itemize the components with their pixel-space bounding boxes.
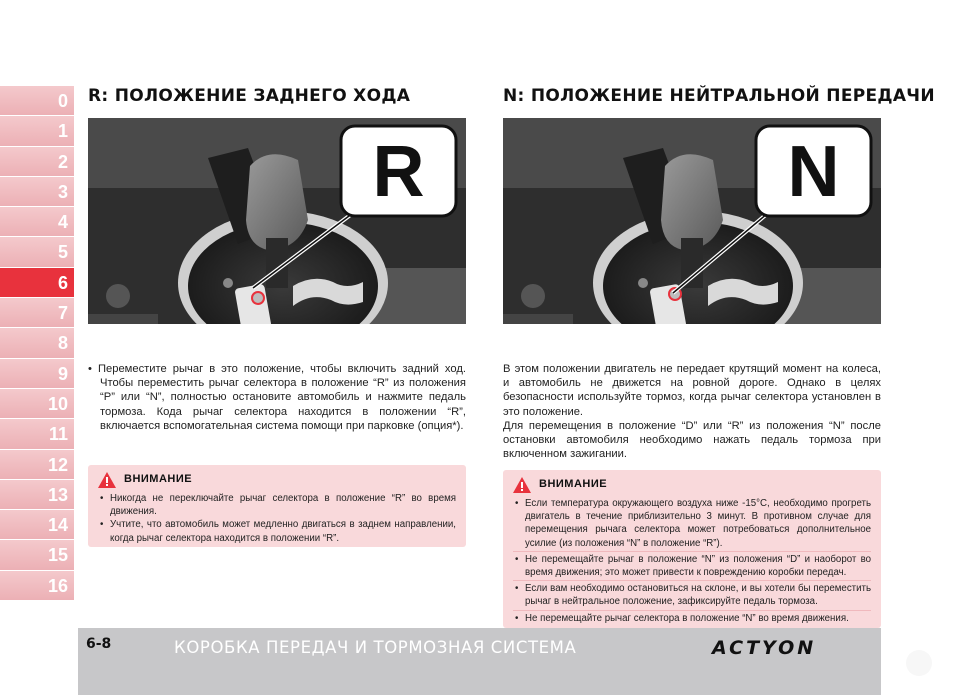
neutral-description-para2: Для перемещения в положение “D” или “R” из положения “N” после остановки автомобиля необходимо нажать педаль тормоза при включенном зажигании. (503, 419, 881, 461)
chapter-tab-7[interactable]: 7 (0, 298, 74, 328)
callout-letter-r: R (372, 132, 425, 212)
warning-icon (513, 477, 531, 493)
warning-item: • Если вам необходимо остановиться на склоне, и вы хотели бы переместить рычаг в нейтральное положение, зафиксируйте педаль тормоза. (513, 582, 871, 610)
neutral-description-para1: В этом положении двигатель не передает крутящий момент на колеса, и автомобиль не движется на ровной дороге. Однако в целях безопасности используйте тормоз, когда рычаг селектора установлен в это положение. (503, 363, 881, 418)
corner-mark (906, 650, 932, 676)
chapter-tab-11[interactable]: 11 (0, 419, 74, 449)
callout-letter-n: N (787, 132, 840, 212)
chapter-tab-9[interactable]: 9 (0, 359, 74, 389)
chapter-tab-10[interactable]: 10 (0, 389, 74, 419)
warning-label: ВНИМАНИЕ (539, 478, 608, 491)
brand-logo: ACTYON (712, 637, 817, 659)
chapter-title: КОРОБКА ПЕРЕДАЧ И ТОРМОЗНАЯ СИСТЕМА (174, 638, 577, 657)
warning-item: • Не перемещайте рычаг селектора в положение “N” во время движения. (513, 612, 871, 626)
chapter-tab-0[interactable]: 0 (0, 86, 74, 116)
warning-item: • Не перемещайте рычаг в положение “N” из положения “D” и наоборот во время движения; это может привести к повреждению коробки передач. (513, 553, 871, 581)
warning-item: • Если температура окружающего воздуха ниже -15°C, необходимо прогреть двигатель в течение приблизительно 3 минут. В противном случае для перемещения рычага селектора может потребоваться дополнительное усилие (из положения “N” в положение “R”). (513, 497, 871, 552)
chapter-tab-14[interactable]: 14 (0, 510, 74, 540)
warning-list-reverse (98, 492, 456, 545)
chapter-tab-2[interactable]: 2 (0, 147, 74, 177)
warning-list-neutral (513, 497, 871, 626)
warning-box-reverse (88, 465, 466, 547)
warning-icon (98, 472, 116, 488)
chapter-tab-3[interactable]: 3 (0, 177, 74, 207)
chapter-tab-8[interactable]: 8 (0, 328, 74, 358)
page-number: 6-8 (86, 636, 112, 652)
warning-item: • Никогда не переключайте рычаг селектора в положение “R” во время движения. (98, 492, 456, 518)
chapter-tab-6[interactable]: 6 (0, 268, 74, 298)
chapter-tab-4[interactable]: 4 (0, 207, 74, 237)
chapter-tab-12[interactable]: 12 (0, 450, 74, 480)
chapter-tab-1[interactable]: 1 (0, 116, 74, 146)
warning-box-neutral (503, 470, 881, 628)
gear-selector-photo-reverse (88, 118, 466, 324)
gear-selector-photo-neutral (503, 118, 881, 324)
chapter-tab-13[interactable]: 13 (0, 480, 74, 510)
section-title-reverse: R: ПОЛОЖЕНИЕ ЗАДНЕГО ХОДА (88, 86, 411, 106)
chapter-index (0, 86, 74, 601)
warning-item: • Учтите, что автомобиль может медленно двигаться в заднем направлении, когда рычаг селектора находится в положении “R”. (98, 518, 456, 544)
page-footer (78, 628, 881, 695)
chapter-tab-16[interactable]: 16 (0, 571, 74, 601)
warning-label: ВНИМАНИЕ (124, 473, 193, 486)
reverse-description-text: Переместите рычаг в это положение, чтобы включить задний ход. Чтобы переместить рычаг селектора в положение “R” из положения “P” или “N”, полностью остановите автомобиль и нажмите педаль тормоза. Кода рычаг селектора находится в положении “R”, включается вспомогательная система помощи при парковке (опция*). (97, 363, 466, 432)
chapter-tab-15[interactable]: 15 (0, 540, 74, 570)
section-title-neutral: N: ПОЛОЖЕНИЕ НЕЙТРАЛЬНОЙ ПЕРЕДАЧИ (503, 86, 935, 106)
neutral-description (503, 362, 881, 461)
chapter-tab-5[interactable]: 5 (0, 237, 74, 267)
reverse-description: • Переместите рычаг в это положение, чтобы включить задний ход. Чтобы переместить рычаг селектора в положение “R” из положения “P” или “N”, полностью остановите автомобиль и нажмите педаль тормоза. Кода рычаг селектора находится в положении “R”, включается вспомогательная система помощи при парковке (опция*). (88, 363, 466, 432)
